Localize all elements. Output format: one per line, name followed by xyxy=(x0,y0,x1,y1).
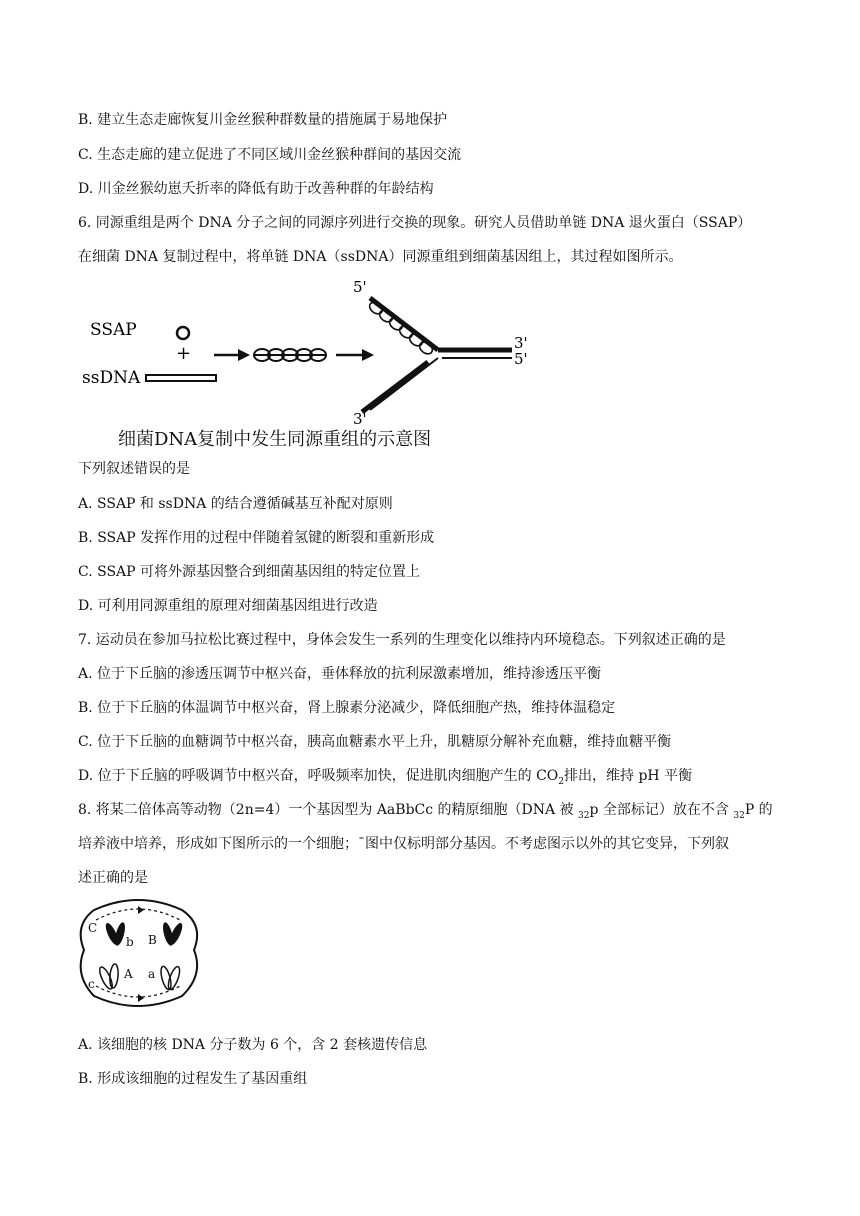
q6-option-d: D. 可利用同源重组的原理对细菌基因组进行改造 xyxy=(78,598,378,614)
q6-option-a: A. SSAP 和 ssDNA 的结合遵循碱基互补配对原则 xyxy=(78,496,393,512)
q5-option-c: C. 生态走廊的建立促进了不同区域川金丝猴种群间的基因交流 xyxy=(78,147,462,163)
figure1-caption: 细菌DNA复制中发生同源重组的示意图 xyxy=(118,429,432,450)
q6-prompt: 下列叙述错误的是 xyxy=(78,461,190,477)
end-3-right: 3' xyxy=(514,334,528,352)
q7-option-c: C. 位于下丘脑的血糖调节中枢兴奋，胰高血糖素水平上升，肌糖原分解补充血糖，维持血糖平衡 xyxy=(78,734,672,750)
end-3-bottom: 3' xyxy=(353,410,367,428)
q6-stem-line2: 在细菌 DNA 复制过程中，将单链 DNA（ssDNA）同源重组到细菌基因组上，其过程如图所示。 xyxy=(78,249,683,265)
gene-label-A: A xyxy=(124,967,133,981)
q7-option-a: A. 位于下丘脑的渗透压调节中枢兴奋，垂体释放的抗利尿激素增加，维持渗透压平衡 xyxy=(78,666,602,682)
q5-option-b: B. 建立生态走廊恢复川金丝猴种群数量的措施属于易地保护 xyxy=(78,112,448,128)
q7-option-d: D. 位于下丘脑的呼吸调节中枢兴奋，呼吸频率加快，促进肌肉细胞产生的 $CO_2$排出，维持 pH 平衡 xyxy=(78,768,693,787)
ssap-ssdna-complex xyxy=(254,349,326,361)
cell-membrane xyxy=(81,900,197,1006)
q7-stem: 7. 运动员在参加马拉松比赛过程中，身体会发生一系列的生理变化以维持内环境稳态。下列叙述正确的是 xyxy=(78,632,726,648)
q8-stem-line1: 8. 将某二倍体高等动物（2n=4）一个基因型为 AaBbCc 的精原细胞（DNA 被 $_{32}$p 全部标记）放在不含 $_{32}$P 的 xyxy=(78,802,773,821)
ssdna-strand xyxy=(146,375,216,381)
gene-label-C: C xyxy=(88,921,98,935)
spindle-pole-top xyxy=(138,906,144,914)
chromosomes-lower xyxy=(97,964,182,991)
fork-lower-strand-a xyxy=(370,358,438,410)
q8-option-a: A. 该细胞的核 DNA 分子数为 6 个，含 2 套核遗传信息 xyxy=(78,1037,428,1053)
q6-stem-line1: 6. 同源重组是两个 DNA 分子之间的同源序列进行交换的现象。研究人员借助单链 DNA 退火蛋白（SSAP） xyxy=(78,215,752,231)
ssap-label: SSAP xyxy=(90,320,137,340)
arrow-1-head xyxy=(238,349,250,361)
arrow-2-head xyxy=(362,349,374,361)
q7-option-b: B. 位于下丘脑的体温调节中枢兴奋，肾上腺素分泌减少，降低细胞产热，维持体温稳定 xyxy=(78,700,616,716)
end-5-right: 5' xyxy=(514,350,528,368)
ssdna-label: ssDNA xyxy=(82,368,141,388)
bound-ssap-chain xyxy=(367,300,434,356)
gene-label-b: b xyxy=(126,935,134,949)
q8-option-b: B. 形成该细胞的过程发生了基因重组 xyxy=(78,1071,308,1087)
spindle-pole-bottom xyxy=(138,994,144,1002)
gene-label-B: B xyxy=(148,933,157,947)
plus-sign: + xyxy=(176,343,192,364)
q6-option-b: B. SSAP 发挥作用的过程中伴随着氢键的断裂和重新形成 xyxy=(78,530,435,546)
q6-option-c: C. SSAP 可将外源基因整合到细菌基因组的特定位置上 xyxy=(78,564,421,580)
chromosomes-upper xyxy=(103,921,184,946)
end-5-top: 5' xyxy=(353,278,367,296)
q5-option-d: D. 川金丝猴幼崽夭折率的降低有助于改善种群的年龄结构 xyxy=(78,181,434,197)
fork-lower-strand-b xyxy=(362,362,428,412)
gene-label-a: a xyxy=(148,967,156,981)
cell-division-diagram xyxy=(78,890,204,1016)
q8-stem-line3: 述正确的是 xyxy=(78,870,148,886)
ssap-protein-icon xyxy=(177,327,189,339)
gene-label-c: c xyxy=(88,977,95,991)
q8-stem-line2: 培养液中培养，形成如下图所示的一个细胞；¯图中仅标明部分基因。不考虑图示以外的其它变异，下列叙 xyxy=(78,836,729,852)
